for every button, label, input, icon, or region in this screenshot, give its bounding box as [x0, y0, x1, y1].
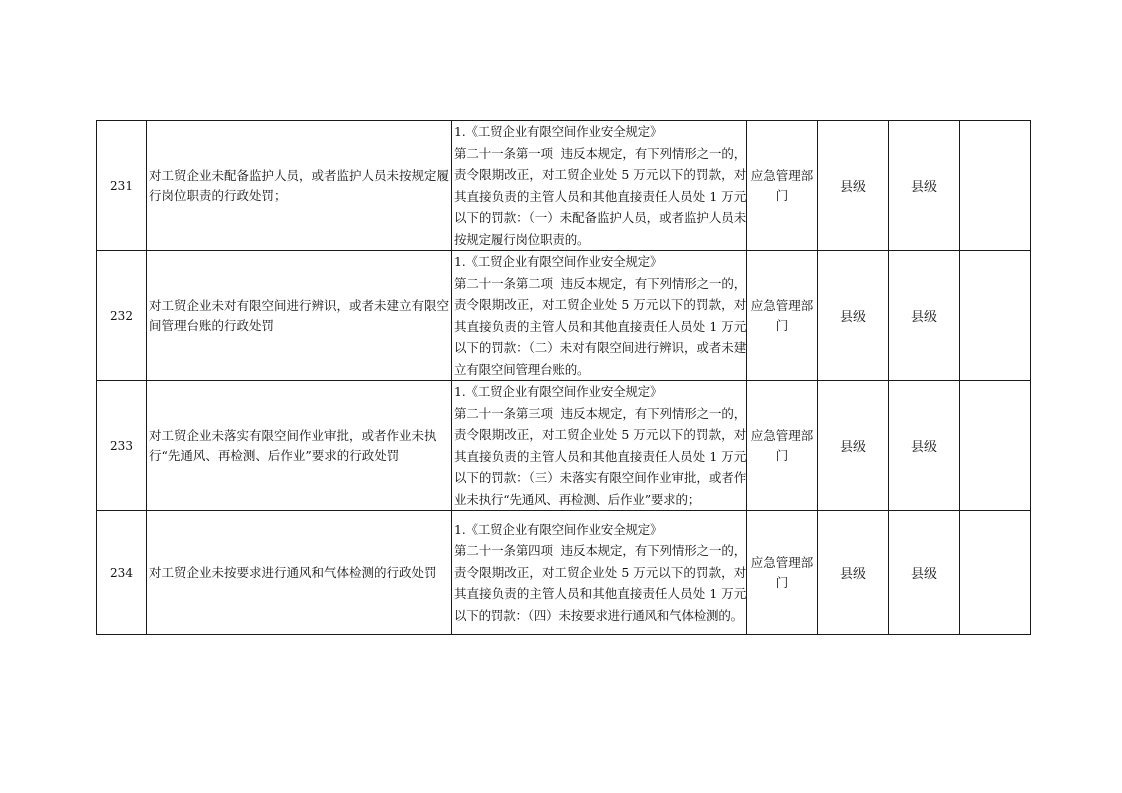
department-text: 应急管理部门 [750, 427, 814, 463]
table-row [97, 381, 1031, 511]
penalty-item: 对工贸企业未按要求进行通风和气体检测的行政处罚 [147, 511, 452, 635]
legal-basis-text: 1.《工贸企业有限空间作业安全规定》 第二十一条第四项 违反本规定，有下列情形之一的，责令限期改正，对工贸企业处 5 万元以下的罚款，对其直接负责的主管人员和其他直接责任人员处 1 万元以下的罚款：（四）未按要求进行通风和气体检测的。 [454, 521, 746, 623]
level-primary: 县级 [818, 381, 889, 511]
notes-cell [960, 511, 1031, 635]
level-secondary: 县级 [889, 121, 960, 251]
level-primary: 县级 [818, 121, 889, 251]
row-number: 231 [97, 121, 147, 251]
row-number: 233 [97, 381, 147, 511]
department [747, 511, 818, 635]
table-row [97, 251, 1031, 381]
legal-basis-text: 1.《工贸企业有限空间作业安全规定》 第二十一条第三项 违反本规定，有下列情形之一的，责令限期改正，对工贸企业处 5 万元以下的罚款，对其直接负责的主管人员和其他直接责任人员处 1 万元以下的罚款：（三）未落实有限空间作业审批，或者作业未执行“先通风、再检测、后作业”要求的； [454, 384, 746, 507]
department [747, 381, 818, 511]
department-text: 应急管理部门 [750, 297, 814, 333]
legal-basis [452, 121, 747, 251]
row-number: 234 [97, 511, 147, 635]
penalty-item: 对工贸企业未配备监护人员，或者监护人员未按规定履行岗位职责的行政处罚； [147, 121, 452, 251]
legal-basis [452, 511, 747, 635]
level-primary: 县级 [818, 511, 889, 635]
table-body [97, 121, 1031, 635]
legal-basis-text: 1.《工贸企业有限空间作业安全规定》 第二十一条第一项 违反本规定，有下列情形之一的，责令限期改正，对工贸企业处 5 万元以下的罚款，对其直接负责的主管人员和其他直接责任人员处 1 万元以下的罚款：（一）未配备监护人员，或者监护人员未按规定履行岗位职责的。 [454, 124, 746, 247]
level-secondary: 县级 [889, 251, 960, 381]
legal-basis [452, 251, 747, 381]
level-primary: 县级 [818, 251, 889, 381]
notes-cell [960, 381, 1031, 511]
penalty-item: 对工贸企业未对有限空间进行辨识，或者未建立有限空间管理台账的行政处罚 [147, 251, 452, 381]
notes-cell [960, 251, 1031, 381]
department [747, 251, 818, 381]
penalty-table [96, 120, 1031, 635]
penalty-item: 对工贸企业未落实有限空间作业审批，或者作业未执行“先通风、再检测、后作业”要求的行政处罚 [147, 381, 452, 511]
department-text: 应急管理部门 [750, 167, 814, 203]
legal-basis [452, 381, 747, 511]
level-secondary: 县级 [889, 381, 960, 511]
department [747, 121, 818, 251]
row-number: 232 [97, 251, 147, 381]
table-row [97, 121, 1031, 251]
department-text: 应急管理部门 [750, 554, 814, 590]
legal-basis-text: 1.《工贸企业有限空间作业安全规定》 第二十一条第二项 违反本规定，有下列情形之一的，责令限期改正，对工贸企业处 5 万元以下的罚款，对其直接负责的主管人员和其他直接责任人员处 1 万元以下的罚款：（二）未对有限空间进行辨识，或者未建立有限空间管理台账的。 [454, 254, 746, 377]
notes-cell [960, 121, 1031, 251]
level-secondary: 县级 [889, 511, 960, 635]
table-row [97, 511, 1031, 635]
